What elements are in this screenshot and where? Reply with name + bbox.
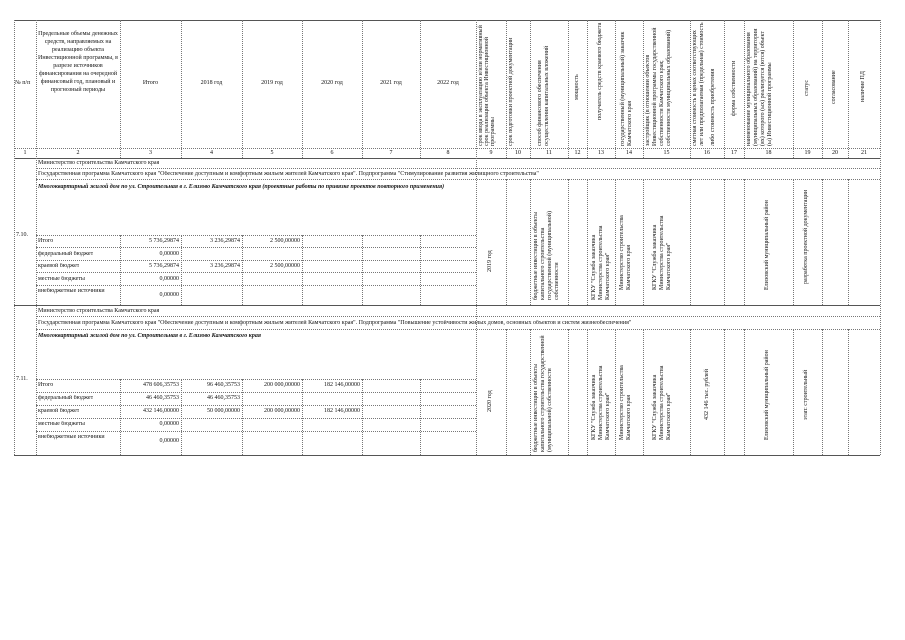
- value-total: 46 460,35753: [146, 395, 179, 401]
- col-num: 13: [598, 150, 604, 156]
- header-col-13: получатель средств краевого бюджета: [597, 22, 603, 120]
- header-col-9: срок ввода в эксплуатацию и/или нормативный срок реализации объекта Инвестиционной программы: [478, 25, 496, 146]
- header-col-16: сметная стоимость в ценах соответствующих лет или предполагаемая (предельная) стоимость: [692, 22, 705, 146]
- header-col-limits: Предельные объемы денежных средств, направляемых на реализацию объекта Инвестиционной программы, в разрезе источников финансирования на очередной финансовый год, плановый и прогнозный периоды: [38, 31, 118, 93]
- col-num: 18: [765, 150, 772, 156]
- header-col-2021: 2021 год: [380, 80, 402, 86]
- sec2-ministry-line: [36, 316, 880, 317]
- value-total: 5 736,29874: [149, 238, 179, 244]
- header-col-15: застройщик (в отношении объектов Инвестиционной программы государственной собственности Камчатского края; собственности муниципальных образований): [645, 27, 672, 146]
- header-col-np: № п/п: [15, 80, 31, 86]
- value-2018: 3 236,29874: [210, 263, 240, 269]
- value-2019: 2 500,00000: [270, 238, 300, 244]
- section-ministry: Министерство строительства Камчатского края: [38, 160, 160, 166]
- col-num: 5: [270, 150, 274, 156]
- section-ministry: Министерство строительства Камчатского края: [38, 308, 160, 314]
- value-total: 0,00000: [159, 421, 179, 427]
- header-col-19: статус: [804, 79, 810, 96]
- cell-cost: 432 146 тыс. рублей: [704, 369, 710, 420]
- col-num: 1: [23, 150, 27, 156]
- value-total: 0,00000: [159, 276, 179, 282]
- row-label: федеральный бюджет: [38, 395, 94, 401]
- header-col-2022: 2022 год: [437, 80, 459, 86]
- col-num: 8: [446, 150, 450, 156]
- object-name: Многоквартирный жилой дом по ул. Строительная в г. Елизово Камчатского края: [38, 333, 261, 339]
- col-num: 17: [731, 150, 737, 156]
- row-label: краевой бюджет: [38, 263, 80, 269]
- row-label: краевой бюджет: [38, 408, 80, 414]
- header-col-total: Итого: [142, 80, 159, 86]
- value-2019: 200 000,00000: [264, 382, 300, 388]
- row-label: Итого: [38, 382, 54, 388]
- cell-financing: бюджетные инвестиции в объекты капитального строительства государственной (муниципальной) собственности: [533, 335, 553, 452]
- value-total: 5 736,29874: [149, 263, 179, 269]
- col-num: 12: [574, 150, 581, 156]
- header-col-11: способ финансового обеспечения осуществления капитальных вложений: [537, 45, 550, 146]
- cell-status: этап: строительный: [803, 369, 809, 420]
- row-label: Итого: [38, 238, 54, 244]
- row-number: 7.11.: [16, 376, 28, 382]
- section-program: Государственная программа Камчатского края "Обеспечение доступным и комфортным жильем жителей Камчатского края". Подпрограмма "Стимулирование развития жилищного строительства": [38, 171, 539, 177]
- sec-divider: [14, 305, 880, 306]
- sec2-program-line: [36, 329, 880, 330]
- sec1-ministry-line: [36, 168, 880, 169]
- section-program: Государственная программа Камчатского края "Обеспечение доступным и комфортным жильем жителей Камчатского края". Подпрограмма "Повышение устойчивости жилых домов, основных объектов и систем жизнеобеспечения": [38, 320, 632, 326]
- header-col-12: мощность: [574, 74, 580, 100]
- object-name: Многоквартирный жилой дом по ул. Строительная в г. Елизово Камчатского края (проектные работы по привязке проектов повторного применения): [38, 184, 445, 190]
- col-num: 16: [704, 150, 710, 156]
- header-col-16b: либо стоимость приобретения: [710, 68, 716, 146]
- col-num: 3: [149, 150, 152, 156]
- value-total: 0,00000: [159, 251, 179, 257]
- cell-municipality: Елизовский муниципальный район: [764, 350, 770, 440]
- col-num: 2: [76, 150, 80, 156]
- value-2018: 3 236,29874: [210, 238, 240, 244]
- value-total: 0,00000: [159, 292, 179, 298]
- cell-customer: Министерство строительства Камчатского края: [619, 215, 632, 290]
- cell-status: разработка проектной документации: [803, 189, 809, 284]
- table-bottom-border: [14, 455, 880, 456]
- col-num: 10: [515, 150, 521, 156]
- header-col-17: форма собственности: [731, 60, 737, 116]
- col-num: 15: [663, 150, 670, 156]
- cell-recipient: КГКУ "Служба заказчика Министерства строительства Камчатского края": [591, 225, 611, 300]
- cell-developer: КГКУ "Служба заказчика Министерства строительства Камчатского края": [652, 215, 672, 290]
- header-col-2018: 2018 год: [200, 80, 223, 86]
- col-num: 20: [832, 150, 838, 156]
- value-total: 0,00000: [159, 438, 179, 444]
- value-2020: 182 146,00000: [324, 408, 360, 414]
- value-2018: 46 460,35753: [207, 395, 240, 401]
- col-num: 21: [861, 150, 867, 156]
- header-bottom-border: [14, 148, 880, 149]
- row-label: местные бюджеты: [38, 276, 85, 282]
- col-num: 19: [804, 150, 811, 156]
- cell-customer: Министерство строительства Камчатского края: [619, 365, 632, 440]
- header-col-20: согласование: [831, 70, 837, 104]
- value-total: 432 146,00000: [143, 408, 179, 414]
- colnum-bottom-border: [14, 158, 880, 159]
- cell-deadline: 2019 год: [487, 250, 493, 272]
- header-col-2020: 2020 год: [321, 80, 343, 86]
- cell-developer: КГКУ "Служба заказчика Министерства строительства Камчатского края": [652, 365, 672, 440]
- cell-deadline: 2020 год: [487, 390, 493, 412]
- header-col-18: наименование муниципального образования (муниципальных образований) на территории (ях) которого (ых) реализуется (ются) объект (ы) Инвестиционной программы: [746, 28, 773, 146]
- value-2019: 2 500,00000: [270, 263, 300, 269]
- row-label: федеральный бюджет: [38, 251, 94, 257]
- value-2018: 96 460,35753: [207, 382, 240, 388]
- col-num: 6: [330, 150, 334, 156]
- col-num: 9: [489, 150, 493, 156]
- header-col-21: наличие ПД: [860, 71, 866, 102]
- sec1-program-line: [36, 179, 880, 180]
- value-2020: 182 146,00000: [324, 382, 360, 388]
- col-num: 4: [210, 150, 213, 156]
- table-top-border: [14, 20, 880, 21]
- col-num: 14: [626, 150, 632, 156]
- value-total: 478 606,35753: [143, 382, 179, 388]
- row-number: 7.10.: [16, 232, 28, 238]
- row-label: местные бюджеты: [38, 421, 85, 427]
- header-col-10: срок подготовки проектной документации: [508, 37, 514, 146]
- value-2018: 50 000,00000: [207, 408, 240, 414]
- cell-municipality: Елизовский муниципальный район: [764, 200, 770, 290]
- col-num: 7: [389, 150, 393, 156]
- header-col-14: государственный (муниципальный) заказчик Камчатского края: [620, 31, 633, 146]
- cell-financing: бюджетные инвестиции в объекты капитального строительства государственной (муниципальной) собственности: [533, 211, 560, 300]
- row-label: внебюджетные источники: [38, 288, 105, 294]
- value-2019: 200 000,00000: [264, 408, 300, 414]
- cell-recipient: КГКУ "Служба заказчика Министерства строительства Камчатского края": [591, 365, 611, 440]
- header-col-2019: 2019 год: [261, 80, 283, 86]
- row-label: внебюджетные источники: [38, 434, 105, 440]
- col-num: 11: [546, 150, 552, 156]
